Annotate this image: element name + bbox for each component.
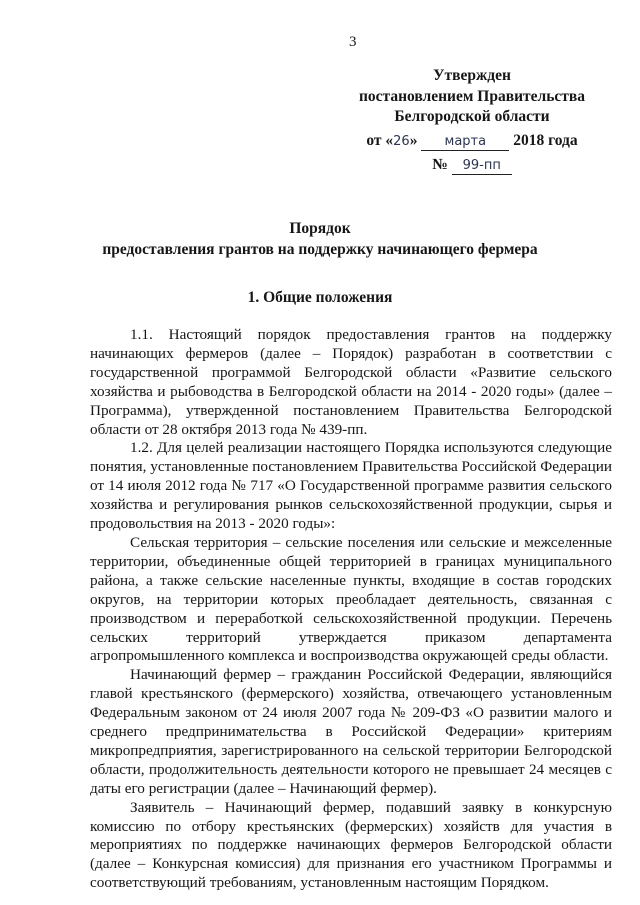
approval-line-1: Утвержден	[433, 67, 511, 84]
approval-date	[342, 131, 602, 153]
title-line-1: Порядок	[289, 220, 351, 237]
paragraph-applicant: Заявитель – Начинающий фермер, подавший заявку в конкурсную комиссию по отбору крестьянских (фермерских) хозяйств для участия в мероприятиях по поддержке начинающих фермеров Белгородской области (далее – Конкурсная комиссия) для признания его участником Программы и соответствующий требованиям, установленным настоящим Порядком.	[90, 798, 612, 892]
paragraph-1-2: 1.2. Для целей реализации настоящего Порядка используются следующие понятия, установленные постановлением Правительства Российской Федерации от 14 июля 2012 года № 717 «О Государственной программе развития сельского хозяйства и регулирования рынков сельскохозяйственной продукции, сырья и продовольствия на 2013 - 2020 годы»:	[90, 439, 612, 533]
paragraph-1-1: 1.1. Настоящий порядок предоставления грантов на поддержку начинающих фермеров (далее – Порядок) разработан в соответствии с государственной программой Белгородской области «Развитие сельского хозяйства и рыбоводства в Белгородской области на 2014 - 2020 годы» (далее – Программа), утвержденной постановлением Правительства Белгородской области от 28 октября 2013 года № 439-пп.	[90, 326, 612, 438]
number-prefix: №	[432, 156, 448, 173]
approval-block	[342, 66, 602, 176]
page-number: 3	[349, 34, 357, 50]
date-mid: »	[409, 131, 418, 149]
date-day: 26	[393, 133, 410, 149]
date-prefix: от «	[366, 131, 394, 149]
date-year: 2018 года	[513, 131, 578, 149]
paragraph-beginning-farmer: Начинающий фермер – гражданин Российской Федерации, являющийся главой крестьянского (фермерского) хозяйства, отвечающего установленным Федеральным законом от 24 июля 2007 года № 209-ФЗ «О развитии малого и среднего предпринимательства в Российской Федерации» критериям микропредприятия, зарегистрированного на сельской территории Белгородской области, продолжительность деятельности которого не превышает 24 месяцев с даты его регистрации (далее – Начинающий фермер).	[90, 666, 612, 797]
date-month: марта	[421, 134, 509, 151]
title-line-2: предоставления грантов на поддержку начинающего фермера	[102, 241, 538, 258]
document-title	[0, 218, 640, 260]
approval-line-3: Белгородской области	[394, 108, 550, 125]
number-value: 99-пп	[452, 158, 512, 175]
section-heading: 1. Общие положения	[247, 289, 393, 306]
paragraph-rural-territory: Сельская территория – сельские поселения или сельские и межселенные территории, объединенные общей территорией в границах муниципального района, а также сельские населенные пункты, входящие в состав городских округов, на территории которых преобладает деятельность, связанная с производством и переработкой сельскохозяйственной продукции. Перечень сельских территорий утверждается приказом департамента агропромышленного комплекса и воспроизводства окружающей среды области.	[90, 533, 612, 665]
approval-line-2: постановлением Правительства	[358, 87, 586, 105]
document-body	[90, 326, 612, 893]
approval-number	[342, 155, 602, 176]
